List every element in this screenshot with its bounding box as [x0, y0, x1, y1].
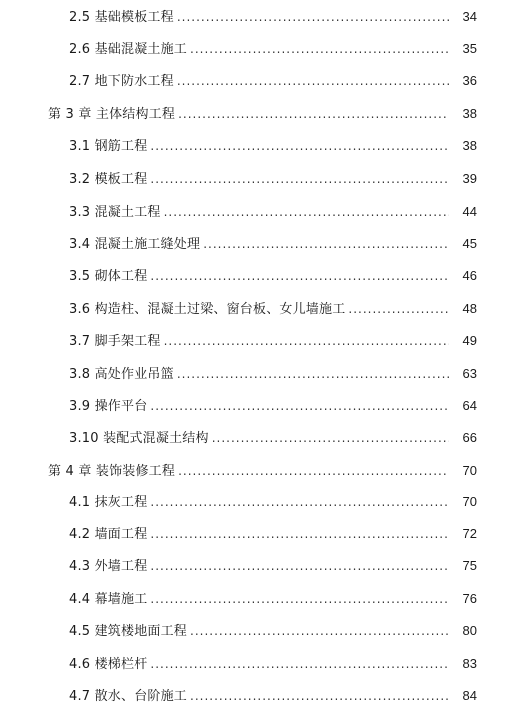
dot-leader	[203, 234, 449, 254]
toc-entry-title: 2.5 基础模板工程	[69, 10, 174, 25]
toc-entry-title: 2.7 地下防水工程	[69, 74, 174, 89]
toc-entry-3-1[interactable]	[0, 136, 523, 156]
toc-entry-title: 第 4 章 装饰装修工程	[48, 464, 176, 479]
toc-entry-page: 45	[462, 236, 477, 251]
toc-entry-title: 4.1 抹灰工程	[69, 495, 148, 510]
dot-leader	[177, 71, 449, 91]
toc-entry-page: 64	[462, 398, 477, 413]
toc-entry-title: 3.9 操作平台	[69, 399, 148, 414]
dot-leader	[150, 524, 449, 544]
dot-leader	[177, 364, 449, 384]
toc-entry-page: 75	[462, 558, 477, 573]
toc-entry-title: 3.2 模板工程	[69, 172, 148, 187]
toc-entry-3-8[interactable]	[0, 364, 523, 384]
dot-leader	[348, 299, 449, 319]
toc-entry-4-4[interactable]	[0, 589, 523, 609]
dot-leader	[190, 686, 449, 706]
toc-entry-page: 84	[462, 688, 477, 703]
toc-entry-page: 38	[462, 106, 477, 121]
toc-entry-page: 63	[462, 366, 477, 381]
toc-chapter-4[interactable]	[0, 461, 523, 481]
toc-entry-page: 70	[462, 463, 477, 478]
dot-leader	[164, 331, 449, 351]
toc-entry-3-10[interactable]	[0, 428, 523, 448]
toc-entry-2-5[interactable]	[0, 7, 523, 27]
toc-entry-title: 3.3 混凝土工程	[69, 205, 161, 220]
dot-leader	[150, 556, 449, 576]
toc-entry-3-3[interactable]	[0, 202, 523, 222]
toc-entry-4-2[interactable]	[0, 524, 523, 544]
toc-entry-4-6[interactable]	[0, 654, 523, 674]
dot-leader	[190, 39, 449, 59]
toc-entry-page: 44	[462, 204, 477, 219]
toc-entry-title: 3.5 砌体工程	[69, 269, 148, 284]
toc-entry-title: 3.8 高处作业吊篮	[69, 367, 174, 382]
dot-leader	[150, 589, 449, 609]
toc-entry-page: 80	[462, 623, 477, 638]
toc-entry-title: 4.4 幕墙施工	[69, 592, 148, 607]
toc-entry-page: 34	[462, 9, 477, 24]
toc-entry-page: 48	[462, 301, 477, 316]
dot-leader	[150, 136, 449, 156]
dot-leader	[190, 621, 449, 641]
toc-entry-3-2[interactable]	[0, 169, 523, 189]
toc-entry-title: 第 3 章 主体结构工程	[48, 107, 176, 122]
toc-entry-3-7[interactable]	[0, 331, 523, 351]
toc-entry-page: 49	[462, 333, 477, 348]
dot-leader	[150, 396, 449, 416]
dot-leader	[150, 654, 449, 674]
toc-entry-4-1[interactable]	[0, 492, 523, 512]
toc-entry-title: 4.5 建筑楼地面工程	[69, 624, 188, 639]
toc-entry-title: 4.6 楼梯栏杆	[69, 657, 148, 672]
toc-entry-page: 66	[462, 430, 477, 445]
toc-entry-2-6[interactable]	[0, 39, 523, 59]
dot-leader	[177, 7, 449, 27]
toc-entry-title: 3.10 装配式混凝土结构	[69, 431, 209, 446]
toc-entry-title: 3.1 钢筋工程	[69, 139, 148, 154]
dot-leader	[212, 428, 449, 448]
toc-entry-title: 3.7 脚手架工程	[69, 334, 161, 349]
toc-entry-3-5[interactable]	[0, 266, 523, 286]
toc-entry-page: 72	[462, 526, 477, 541]
toc-entry-title: 4.3 外墙工程	[69, 559, 148, 574]
toc-entry-page: 46	[462, 268, 477, 283]
toc-entry-page: 83	[462, 656, 477, 671]
dot-leader	[150, 492, 449, 512]
toc-entry-title: 3.4 混凝土施工缝处理	[69, 237, 201, 252]
dot-leader	[150, 266, 449, 286]
toc-entry-title: 2.6 基础混凝土施工	[69, 42, 188, 57]
toc-entry-3-9[interactable]	[0, 396, 523, 416]
toc-entry-title: 3.6 构造柱、混凝土过梁、窗台板、女儿墙施工	[69, 302, 346, 317]
toc-entry-page: 35	[462, 41, 477, 56]
toc-entry-4-7[interactable]	[0, 686, 523, 706]
toc-entry-page: 70	[462, 494, 477, 509]
toc-entry-3-4[interactable]	[0, 234, 523, 254]
dot-leader	[178, 104, 449, 124]
dot-leader	[150, 169, 449, 189]
toc-entry-2-7[interactable]	[0, 71, 523, 91]
dot-leader	[178, 461, 449, 481]
toc-entry-3-6[interactable]	[0, 299, 523, 319]
toc-entry-page: 39	[462, 171, 477, 186]
toc-entry-page: 38	[462, 138, 477, 153]
toc-entry-page: 76	[462, 591, 477, 606]
toc-entry-page: 36	[462, 73, 477, 88]
dot-leader	[164, 202, 449, 222]
toc-chapter-3[interactable]	[0, 104, 523, 124]
toc-entry-title: 4.7 散水、台阶施工	[69, 689, 188, 704]
toc-entry-title: 4.2 墙面工程	[69, 527, 148, 542]
toc-entry-4-3[interactable]	[0, 556, 523, 576]
toc-entry-4-5[interactable]	[0, 621, 523, 641]
